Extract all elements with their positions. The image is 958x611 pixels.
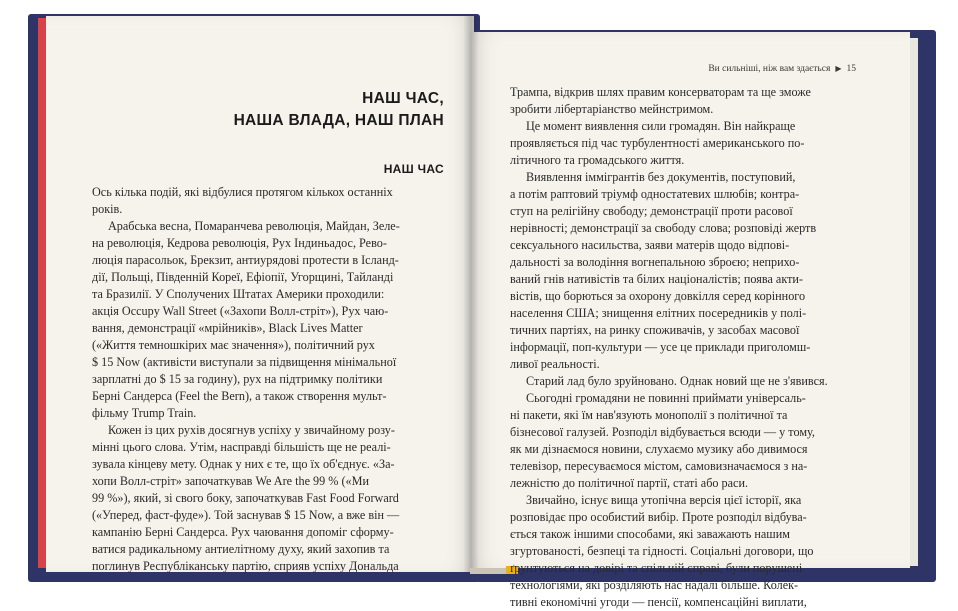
text-line: Це момент виявлення сили громадян. Він найкраще	[526, 119, 796, 133]
chapter-title-line: НАШ ЧАС,	[362, 90, 444, 107]
book-gutter	[464, 16, 478, 572]
text-line: дії, Польщі, Південній Кореї, Ефіопії, Угорщині, Тайланді	[92, 270, 394, 284]
text-line: ється також іншими способами, які заважають нашим	[510, 527, 790, 541]
text-line: («Уперед, фаст-фуде»). Той заснував $ 15 Now, а вже він —	[92, 508, 400, 522]
text-line: лежністю до політичної партії, статі або раси.	[510, 476, 749, 490]
text-line: дальності за володіння вогнепальною зброєю; неприхо-	[510, 255, 800, 269]
text-line: років.	[92, 202, 123, 216]
text-line: ливої реальності.	[510, 357, 600, 371]
text-line: Трампа, відкрив шлях правим консерваторам та ще зможе	[510, 85, 811, 99]
running-header	[580, 64, 856, 74]
text-line: інформації, поп-культури — усе це приклади приголомш-	[510, 340, 811, 354]
text-line: зарплатні до $ 15 за годину), рух на підтримку політики	[92, 372, 383, 386]
running-header-title: Ви сильніші, ніж вам здається	[708, 64, 831, 74]
right-page-text	[510, 84, 856, 611]
chapter-title	[120, 88, 444, 132]
text-line: а потім раптовий тріумф одностатевих шлюбів; контра-	[510, 187, 800, 201]
chapter-title-line: НАША ВЛАДА, НАШ ПЛАН	[233, 112, 444, 129]
text-line: Сьогодні громадяни не повинні приймати універсаль-	[526, 391, 806, 405]
text-line: Арабська весна, Помаранчева революція, Майдан, Зеле-	[108, 219, 400, 233]
text-line: ступ на релігійну свободу; демонстрації проти расової	[510, 204, 793, 218]
text-line: телевізор, пересуваємося містом, самовизначаємося з на-	[510, 459, 808, 473]
text-line: тивні економічні угоди — пенсії, компенсаційні виплати,	[510, 595, 807, 609]
text-line: як ми дізнаємося новини, слухаємо музику або дивимося	[510, 442, 808, 456]
text-line: («Життя темношкірих має значення»), політичний рух	[92, 338, 375, 352]
text-line: бізнесової галузей. Розподіл відбувається всюди — у тому,	[510, 425, 815, 439]
text-line: люція парасольок, Брекзит, антиурядові протести в Ісланд-	[92, 253, 399, 267]
text-line: літичного та громадського життя.	[510, 153, 685, 167]
text-line: сексуального насильства, заяви матерів щодо відпові-	[510, 238, 790, 252]
text-line: ні пакети, які їм нав'язують монополії з політичної та	[510, 408, 788, 422]
text-line: згуртованості, безпеці та гідності. Соціальні договори, що	[510, 544, 814, 558]
text-line: ватися радикальному антиелітному духу, який захопив та	[92, 542, 390, 556]
text-line: ґрунтуються на довірі та спільній справі, були порушені	[510, 561, 803, 575]
text-line: хопи Волл-стріт» започаткував We Are the 99 % («Ми	[92, 474, 369, 488]
text-line: зробити лібертаріанство мейнстримом.	[510, 102, 714, 116]
text-line: $ 15 Now (активісти виступали за підвищення мінімальної	[92, 355, 397, 369]
text-line: вання, демонстрації «мрійників», Black Lives Matter	[92, 321, 363, 335]
text-line: мінні цього слова. Утім, насправді більшість ще не реалі-	[92, 440, 391, 454]
text-line: Кожен із цих рухів досягнув успіху у звичайному розу-	[108, 423, 395, 437]
text-line: населення США; знищення елітних посередників у полі-	[510, 306, 807, 320]
text-line: технологіями, які розділяють нас надалі більше. Колек-	[510, 578, 799, 592]
text-line: нерівності; демонстрації за свободу слова; розповіді жертв	[510, 221, 817, 235]
text-line: проявляється під час турбулентності американського по-	[510, 136, 805, 150]
text-line: Виявлення іммігрантів без документів, поступовий,	[526, 170, 796, 184]
text-line: вістів, що борються за охорону довкілля серед корінного	[510, 289, 806, 303]
text-line: розповідає про особистий вибір. Проте розподіл відбува-	[510, 510, 807, 524]
text-line: 99 %»), який, зі свого боку, започаткував Fast Food Forward	[92, 491, 399, 505]
text-line: поглинув Республіканську партію, сприяв успіху Дональда	[92, 559, 399, 573]
page-number: 15	[846, 64, 856, 74]
triangle-icon: ▶	[835, 64, 842, 73]
text-line: фільму Trump Train.	[92, 406, 197, 420]
text-line: кампанію Берні Сандерса. Рух чаювання допоміг сформу-	[92, 525, 394, 539]
left-page-text	[92, 184, 444, 575]
text-line: ваний гнів нативістів та білих націоналістів; поява акти-	[510, 272, 803, 286]
text-line: тичних партіях, на ринку споживачів, у засобах масової	[510, 323, 800, 337]
text-line: Ось кілька подій, які відбулися протягом кількох останніх	[92, 185, 393, 199]
text-line: та Бразилії. У Сполучених Штатах Америки проходили:	[92, 287, 385, 301]
text-line: зувала кінцеву мету. Однак у них є те, що їх об'єднує. «За-	[92, 457, 395, 471]
section-heading: НАШ ЧАС	[383, 162, 444, 176]
text-line: акція Occupy Wall Street («Захопи Волл-стріт»), Рух чаю-	[92, 304, 389, 318]
text-line: Звичайно, існує вища утопічна версія цієї історії, яка	[526, 493, 802, 507]
text-line: на революція, Кедрова революція, Рух Індиньадос, Рево-	[92, 236, 387, 250]
text-line: Старий лад було зруйновано. Однак новий ще не з'явився.	[526, 374, 828, 388]
text-line: Берні Сандерса (Feel the Bern), а також створення мульт-	[92, 389, 387, 403]
